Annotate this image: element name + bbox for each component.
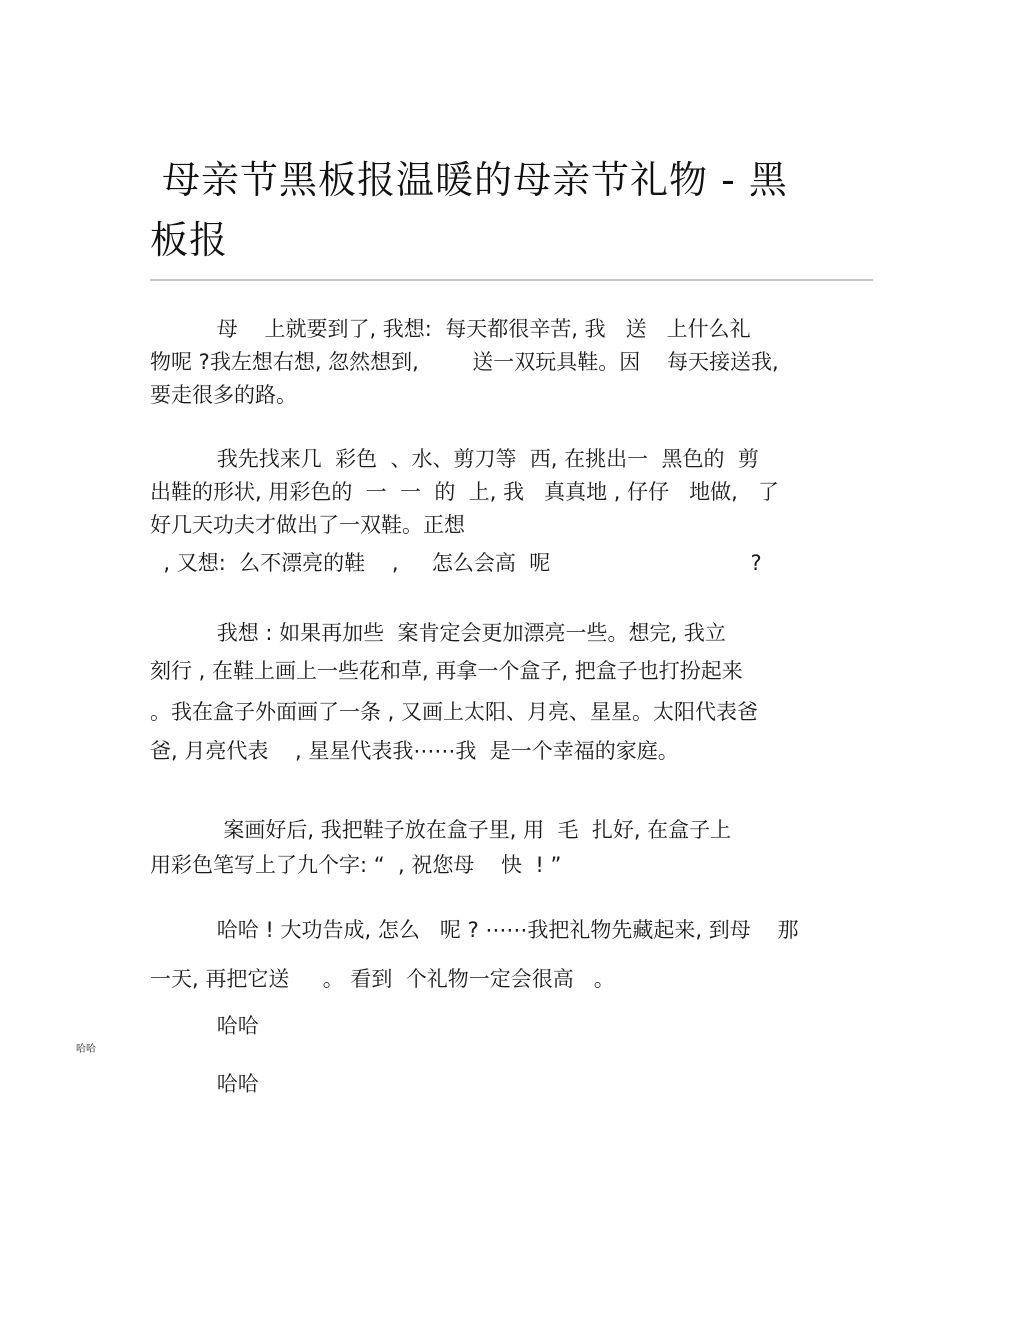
- document-title: [150, 150, 850, 270]
- paragraph-3-line-2: 刻行 , 在鞋上画上一些花和草, 再拿一个盒子, 把盒子也打扮起来: [150, 659, 743, 683]
- paragraph-2-line-3: 好几天功夫才做出了一双鞋。正想: [150, 513, 465, 537]
- paragraph-1-line-2: 物呢 ?我左想右想, 忽然想到, 送一双玩具鞋。因 每天接送我,: [150, 350, 779, 374]
- paragraph-5-line-1: 哈哈 ! 大功告成, 怎么 呢 ? ⋯⋯我把礼物先藏起来, 到母 那: [150, 918, 799, 942]
- paragraph-2-line-1: 我先找来几 彩色 、水、剪刀等 西, 在挑出一 黑色的 剪: [150, 447, 759, 471]
- title-line-2: 板报: [150, 218, 229, 262]
- paragraph-3-line-3: 。我在盒子外面画了一条 , 又画上太阳、月亮、星星。太阳代表爸: [150, 700, 759, 724]
- paragraph-4-line-1: 案画好后, 我把鞋子放在盒子里, 用 毛 扎好, 在盒子上: [150, 818, 732, 842]
- paragraph-3-line-4: 爸, 月亮代表 , 星星代表我⋯⋯我 是一个幸福的家庭。: [150, 739, 679, 763]
- paragraph-4-line-2: 用彩色笔写上了九个字: “ , 祝您母 快 ! ”: [150, 853, 562, 877]
- margin-note: 哈哈: [76, 1044, 96, 1055]
- paragraph-5-line-2: 一天, 再把它送 。 看到 个礼物一定会很高 。: [150, 967, 615, 991]
- paragraph-6-line-1: 哈哈: [150, 1014, 259, 1038]
- paragraph-2-line-4: , 又想: 么不漂亮的鞋 , 怎么会高 呢 ?: [150, 551, 762, 575]
- paragraph-3-line-1: 我想 : 如果再加些 案肯定会更加漂亮一些。想完, 我立: [150, 621, 726, 645]
- paragraph-1-line-3: 要走很多的路。: [150, 383, 297, 407]
- paragraph-1-line-1: 母 上就要到了, 我想: 每天都很辛苦, 我 送 上什么礼: [150, 317, 751, 341]
- title-line-1: 母亲节黑板报温暖的母亲节礼物 - 黑: [162, 158, 788, 202]
- paragraph-7-line-1: 哈哈: [150, 1072, 259, 1096]
- paragraph-2-line-2: 出鞋的形状, 用彩色的 一 一 的 上, 我 真真地 , 仔仔 地做, 了: [150, 480, 779, 504]
- title-divider: [150, 279, 873, 281]
